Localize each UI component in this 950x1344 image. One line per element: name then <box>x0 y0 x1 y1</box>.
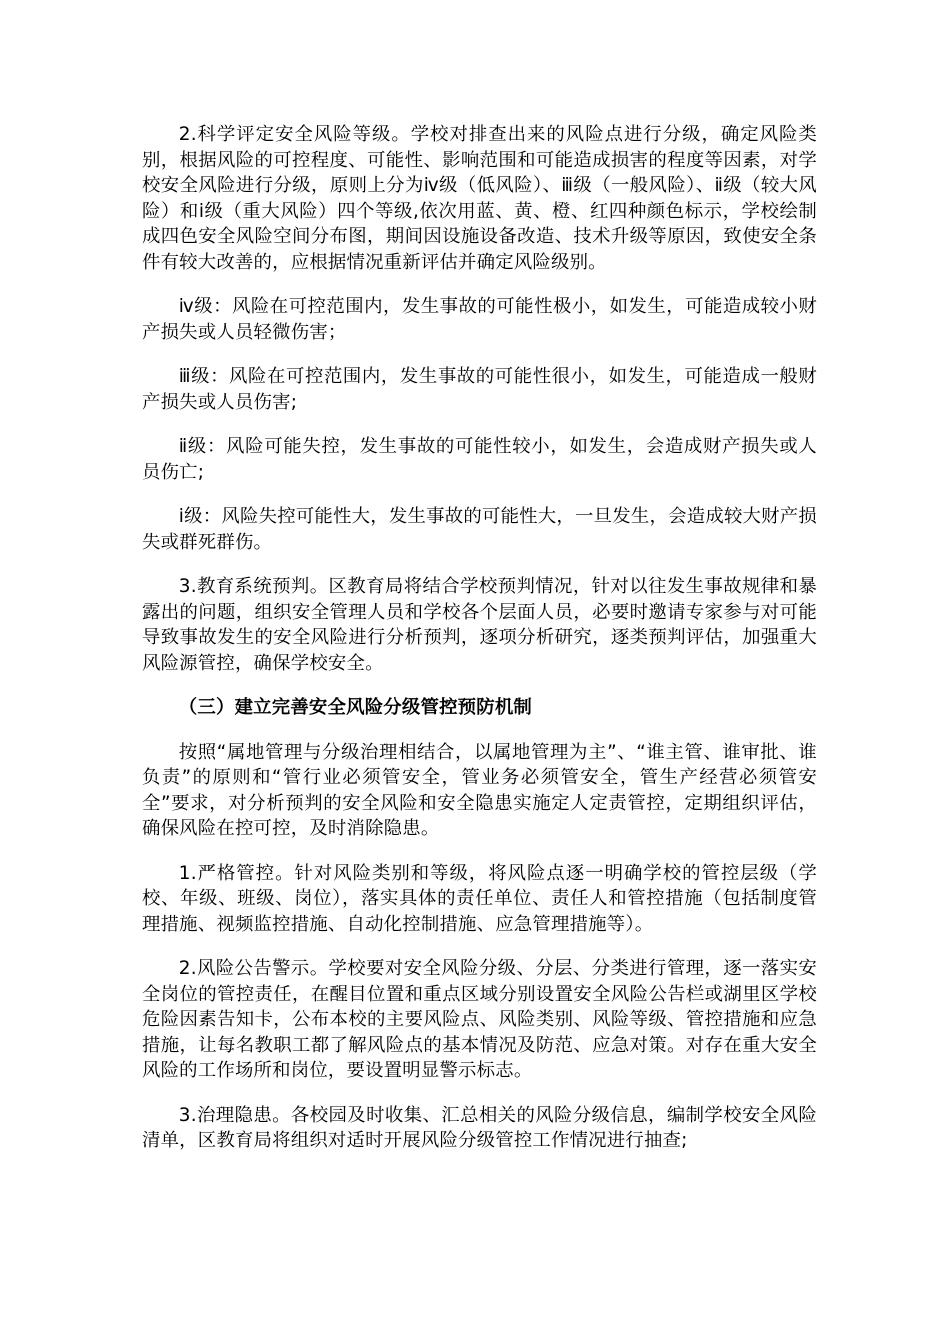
paragraph-level-i: ⅰ级：风险失控可能性大，发生事故的可能性大，一旦发生，会造成较大财产损失或群死群伤。 <box>142 506 817 553</box>
document-body <box>142 122 817 1173</box>
paragraph-education-prediction: 3.教育系统预判。区教育局将结合学校预判情况，针对以往发生事故规律和暴露出的问题，组织安全管理人员和学校各个层面人员，必要时邀请专家参与对可能导致事故发生的安全风险进行分析预判，逐项分析研究，逐类预判评估，加强重大风险源管控，确保学校安全。 <box>142 576 817 674</box>
paragraph-risk-notice: 2.风险公告警示。学校要对安全风险分级、分层、分类进行管理，逐一落实安全岗位的管控责任，在醒目位置和重点区域分别设置安全风险公告栏或湖里区学校危险因素告知卡，公布本校的主要风险点、风险类别、风险等级、管控措施和应急措施，让每名教职工都了解风险点的基本情况及防范、应急对策。对存在重大安全风险的工作场所和岗位，要设置明显警示标志。 <box>142 958 817 1081</box>
paragraph-level-iii: ⅲ级：风险在可控范围内，发生事故的可能性很小，如发生，可能造成一般财产损失或人员伤害; <box>142 366 817 413</box>
paragraph-level-ii: ⅱ级：风险可能失控，发生事故的可能性较小，如发生，会造成财产损失或人员伤亡; <box>142 436 817 483</box>
paragraph-risk-grading: 2.科学评定安全风险等级。学校对排查出来的风险点进行分级，确定风险类别，根据风险的可控程度、可能性、影响范围和可能造成损害的程度等因素，对学校安全风险进行分级，原则上分为ⅳ级（低风险）、ⅲ级（一般风险）、ⅱ级（较大风险）和ⅰ级（重大风险）四个等级,依次用蓝、黄、橙、红四种颜色标示，学校绘制成四色安全风险空间分布图，期间因设施设备改造、技术升级等原因，致使安全条件有较大改善的，应根据情况重新评估并确定风险级别。 <box>142 124 817 273</box>
paragraph-hazard-treatment: 3.治理隐患。各校园及时收集、汇总相关的风险分级信息，编制学校安全风险清单，区教育局将组织对适时开展风险分级管控工作情况进行抽查; <box>142 1104 817 1151</box>
paragraph-level-iv: ⅳ级：风险在可控范围内，发生事故的可能性极小，如发生，可能造成较小财产损失或人员轻微伤害； <box>142 296 817 343</box>
paragraph-strict-control: 1.严格管控。针对风险类别和等级，将风险点逐一明确学校的管控层级（学校、年级、班级、岗位），落实具体的责任单位、责任人和管控措施（包括制度管理措施、视频监控措施、自动化控制措施、应急管理措施等）。 <box>142 862 817 935</box>
section-heading: （三）建立完善安全风险分级管控预防机制 <box>178 697 533 718</box>
paragraph-principles: 按照“属地管理与分级治理相结合，以属地管理为主”、“谁主管、谁审批、谁负责”的原则和“管行业必须管安全，管业务必须管安全，管生产经营必须管安全”要求，对分析预判的安全风险和安全隐患实施定人定责管控，定期组织评估，确保风险在控可控，及时消除隐患。 <box>142 741 817 839</box>
